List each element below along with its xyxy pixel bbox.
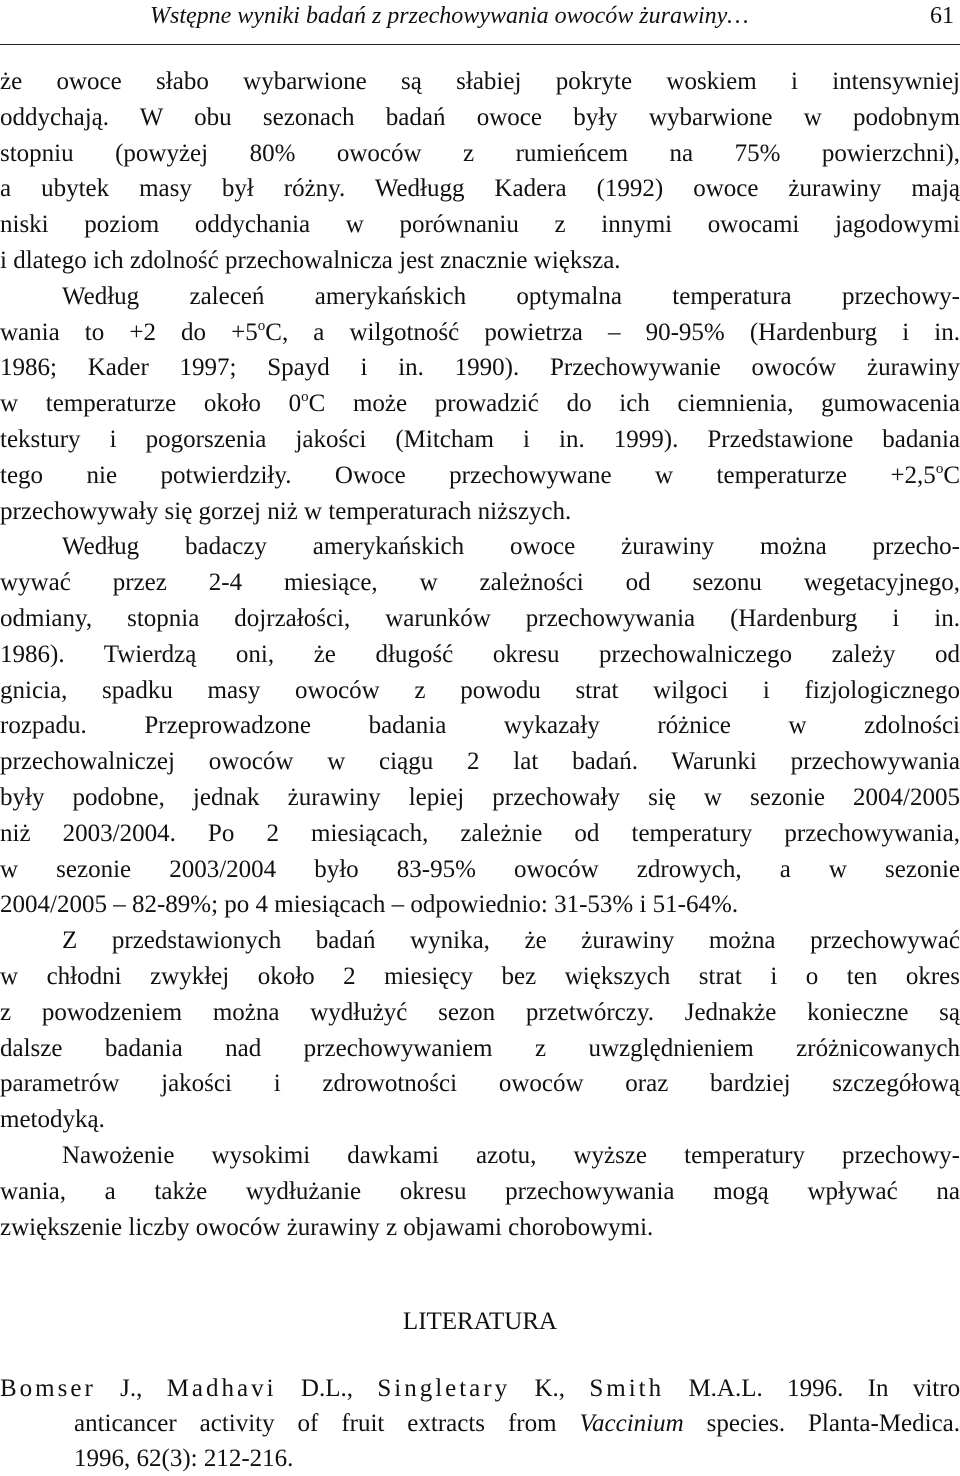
paragraph: [0, 64, 960, 279]
text-line: Nawożenie wysokimi dawkami azotu, wyższe temperatury przechowy-: [62, 1141, 960, 1169]
running-title: Wstępne wyniki badań z przechowywania owoców żurawiny…: [150, 3, 749, 29]
degree-superscript: o: [935, 460, 944, 477]
text-line: 2004/2005 – 82-89%; po 4 miesiącach – odpowiednio: 31-53% i 51-64%.: [0, 891, 739, 919]
genus-name: Vaccinium: [579, 1410, 684, 1437]
text-line: i dlatego ich zdolność przechowalnicza jest znacznie większa.: [0, 246, 621, 274]
paragraph: [0, 529, 960, 923]
text-line: przechowalniczej owoców w ciągu 2 lat badań. Warunki przechowywania: [0, 748, 960, 776]
reference-title: anticancer activity of fruit extracts from: [74, 1410, 557, 1437]
text-line: niż 2003/2004. Po 2 miesiącach, zależnie od temperatury przechowywania,: [0, 819, 960, 847]
author-initials: J.,: [120, 1375, 143, 1402]
text-line: tego nie potwierdziły. Owoce przechowywane w temperaturze $+2,5^oC$: [0, 460, 960, 489]
author-initials: M.A.L.: [688, 1375, 763, 1402]
text-line: niski poziom oddychania w porównaniu z innymi owocami jagodowymi: [0, 211, 960, 239]
text-line: rozpadu. Przeprowadzone badania wykazały różnice w zdolności: [0, 712, 960, 740]
text-line: metodyką.: [0, 1106, 105, 1134]
degree-superscript: o: [257, 317, 266, 334]
text-line: w sezonie 2003/2004 było 83-95% owoców zdrowych, a w sezonie: [0, 855, 960, 883]
text-line: z powodzeniem można wydłużyć sezon przetwórczy. Jednakże konieczne są: [0, 998, 960, 1026]
author-surname: Singletary: [377, 1375, 511, 1402]
author-surname: Bomser: [0, 1375, 96, 1402]
text-line: przechowywały się gorzej niż w temperaturach niższych.: [0, 497, 572, 525]
text-line: gnicia, spadku masy owoców z powodu strat wilgoci i fizjologicznego: [0, 676, 960, 704]
text-line: dalsze badania nad przechowywaniem z uwzględnieniem zróżnicowanych: [0, 1034, 960, 1062]
author-surname: Madhavi: [166, 1375, 277, 1402]
paragraph: [0, 923, 960, 1138]
author-initials: K.,: [534, 1375, 566, 1402]
reference-year-title: 1996. In vitro: [787, 1375, 960, 1402]
text-line: tekstury i pogorszenia jakości (Mitcham i in. 1999). Przedstawione badania: [0, 425, 960, 453]
degree-superscript: o: [301, 389, 309, 406]
text-line: w temperaturze około 0$^o$C może prowadzić do ich ciemnienia, gumowacenia: [0, 389, 960, 418]
text-line: odmiany, stopnia dojrzałości, warunków przechowywania (Hardenburg i in.: [0, 604, 960, 632]
reference-list: [0, 1371, 960, 1476]
author-initials: D.L.,: [300, 1375, 353, 1402]
running-header: [0, 0, 960, 45]
text-line: stopniu (powyżej 80% owoców z rumieńcem na 75% powierzchni),: [0, 139, 960, 167]
reference-line: [0, 1371, 960, 1406]
text-line: w chłodni zwykłej około 2 miesięcy bez większych strat i o ten okres: [0, 962, 960, 990]
text-line: 1986; Kader 1997; Spayd i in. 1990). Przechowywanie owoców żurawiny: [0, 354, 960, 382]
text-line: zwiększenie liczby owoców żurawiny z objawami chorobowymi.: [0, 1213, 654, 1241]
text-line: wania to +2 do $+5^oC$, a wilgotność powietrza – 90-95% (Hardenburg i in.: [0, 317, 960, 346]
reference-line: [0, 1406, 960, 1441]
body-text: [0, 64, 960, 1245]
text-line: 1986). Twierdzą oni, że długość okresu przechowalniczego zależy od: [0, 640, 960, 668]
reference-source: 1996, 62(3): 212-216.: [74, 1445, 294, 1472]
reference-title-end: species. Planta-Medica.: [706, 1410, 960, 1437]
text-line: wania, a także wydłużanie okresu przechowywania mogą wpływać na: [0, 1177, 960, 1205]
text-line: a ubytek masy był różny. Wedługg Kadera (1992) owoce żurawiny mają: [0, 175, 960, 203]
text-line: Z przedstawionych badań wynika, że żurawiny można przechowywać: [62, 927, 960, 955]
text-line: były podobne, jednak żurawiny lepiej przechowały się w sezonie 2004/2005: [0, 783, 960, 811]
paragraph: [0, 1138, 960, 1245]
text-line: Według zaleceń amerykańskich optymalna temperatura przechowy-: [62, 282, 960, 310]
page-number: 61: [930, 3, 954, 29]
text-line: wywać przez 2-4 miesiące, w zależności od sezonu wegetacyjnego,: [0, 569, 960, 597]
author-surname: Smith: [589, 1375, 665, 1402]
reference-line: [0, 1441, 960, 1476]
text-line: Według badaczy amerykańskich owoce żurawiny można przecho-: [62, 533, 960, 561]
text-line: parametrów jakości i zdrowotności owoców oraz bardziej szczegółową: [0, 1070, 960, 1098]
text-line: że owoce słabo wybarwione są słabiej pokryte woskiem i intensywniej: [0, 68, 960, 95]
paragraph: [0, 279, 960, 530]
text-line: oddychają. W obu sezonach badań owoce były wybarwione w podobnym: [0, 103, 960, 131]
section-heading-literatura: LITERATURA: [402, 1308, 558, 1335]
